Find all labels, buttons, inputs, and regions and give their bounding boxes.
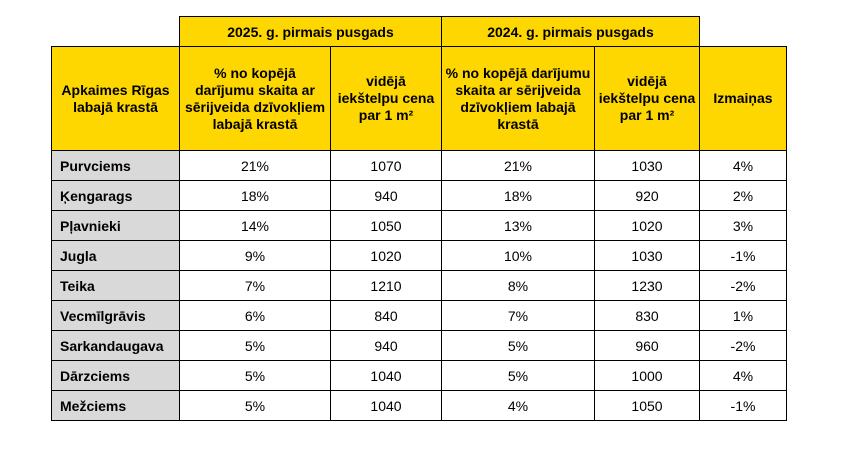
- group-header-2025: 2025. g. pirmais pusgads: [180, 17, 442, 47]
- price-2024-cell: 1230: [595, 271, 700, 301]
- price-2024-cell: 960: [595, 331, 700, 361]
- price-2025-cell: 1050: [331, 211, 442, 241]
- price-2024-cell: 1050: [595, 391, 700, 421]
- neighborhood-name: Sarkandaugava: [52, 331, 180, 361]
- price-2025-cell: 1210: [331, 271, 442, 301]
- share-2024-cell: 7%: [442, 301, 595, 331]
- table-row: [52, 181, 787, 211]
- price-2025-cell: 940: [331, 181, 442, 211]
- empty-corner: [52, 17, 180, 47]
- change-cell: 4%: [700, 361, 787, 391]
- change-cell: -1%: [700, 241, 787, 271]
- price-2025-cell: 840: [331, 301, 442, 331]
- empty-corner-right: [700, 17, 787, 47]
- share-2025-cell: 14%: [180, 211, 331, 241]
- neighborhood-name: Mežciems: [52, 391, 180, 421]
- table-row: [52, 301, 787, 331]
- price-2025-cell: 1040: [331, 391, 442, 421]
- price-2024-cell: 830: [595, 301, 700, 331]
- neighborhood-name: Teika: [52, 271, 180, 301]
- change-cell: 3%: [700, 211, 787, 241]
- table-row: [52, 331, 787, 361]
- share-2025-cell: 5%: [180, 391, 331, 421]
- price-2024-cell: 1030: [595, 151, 700, 181]
- price-2025-cell: 1070: [331, 151, 442, 181]
- table-row: [52, 391, 787, 421]
- share-2024-cell: 18%: [442, 181, 595, 211]
- column-header-price-2025: vidējā iekštelpu cena par 1 m²: [331, 47, 442, 151]
- group-header-2024: 2024. g. pirmais pusgads: [442, 17, 700, 47]
- change-cell: 1%: [700, 301, 787, 331]
- share-2025-cell: 6%: [180, 301, 331, 331]
- share-2024-cell: 5%: [442, 331, 595, 361]
- table-row: [52, 151, 787, 181]
- column-header-row: [52, 47, 787, 151]
- share-2025-cell: 9%: [180, 241, 331, 271]
- share-2024-cell: 21%: [442, 151, 595, 181]
- share-2024-cell: 10%: [442, 241, 595, 271]
- change-cell: -1%: [700, 391, 787, 421]
- price-2025-cell: 1040: [331, 361, 442, 391]
- share-2024-cell: 8%: [442, 271, 595, 301]
- share-2025-cell: 18%: [180, 181, 331, 211]
- share-2025-cell: 21%: [180, 151, 331, 181]
- change-cell: 4%: [700, 151, 787, 181]
- share-2024-cell: 13%: [442, 211, 595, 241]
- table-row: [52, 271, 787, 301]
- column-header-share-2024: % no kopējā darījumu skaita ar sērijveida dzīvokļiem labajā krastā: [442, 47, 595, 151]
- share-2025-cell: 5%: [180, 331, 331, 361]
- change-cell: -2%: [700, 331, 787, 361]
- table-row: [52, 241, 787, 271]
- apartment-price-table: [51, 16, 787, 421]
- table-row: [52, 361, 787, 391]
- price-2024-cell: 1030: [595, 241, 700, 271]
- group-header-row: [52, 17, 787, 47]
- neighborhood-name: Ķengarags: [52, 181, 180, 211]
- price-2025-cell: 1020: [331, 241, 442, 271]
- share-2025-cell: 5%: [180, 361, 331, 391]
- column-header-price-2024: vidējā iekštelpu cena par 1 m²: [595, 47, 700, 151]
- share-2024-cell: 4%: [442, 391, 595, 421]
- column-header-share-2025: % no kopējā darījumu skaita ar sērijveida dzīvokļiem labajā krastā: [180, 47, 331, 151]
- price-2024-cell: 920: [595, 181, 700, 211]
- change-cell: 2%: [700, 181, 787, 211]
- neighborhood-name: Pļavnieki: [52, 211, 180, 241]
- share-2025-cell: 7%: [180, 271, 331, 301]
- price-2025-cell: 940: [331, 331, 442, 361]
- column-header-neighborhood: Apkaimes Rīgas labajā krastā: [52, 47, 180, 151]
- neighborhood-name: Purvciems: [52, 151, 180, 181]
- column-header-change: Izmaiņas: [700, 47, 787, 151]
- neighborhood-name: Dārzciems: [52, 361, 180, 391]
- share-2024-cell: 5%: [442, 361, 595, 391]
- neighborhood-name: Jugla: [52, 241, 180, 271]
- change-cell: -2%: [700, 271, 787, 301]
- table-row: [52, 211, 787, 241]
- neighborhood-name: Vecmīlgrāvis: [52, 301, 180, 331]
- price-2024-cell: 1020: [595, 211, 700, 241]
- price-2024-cell: 1000: [595, 361, 700, 391]
